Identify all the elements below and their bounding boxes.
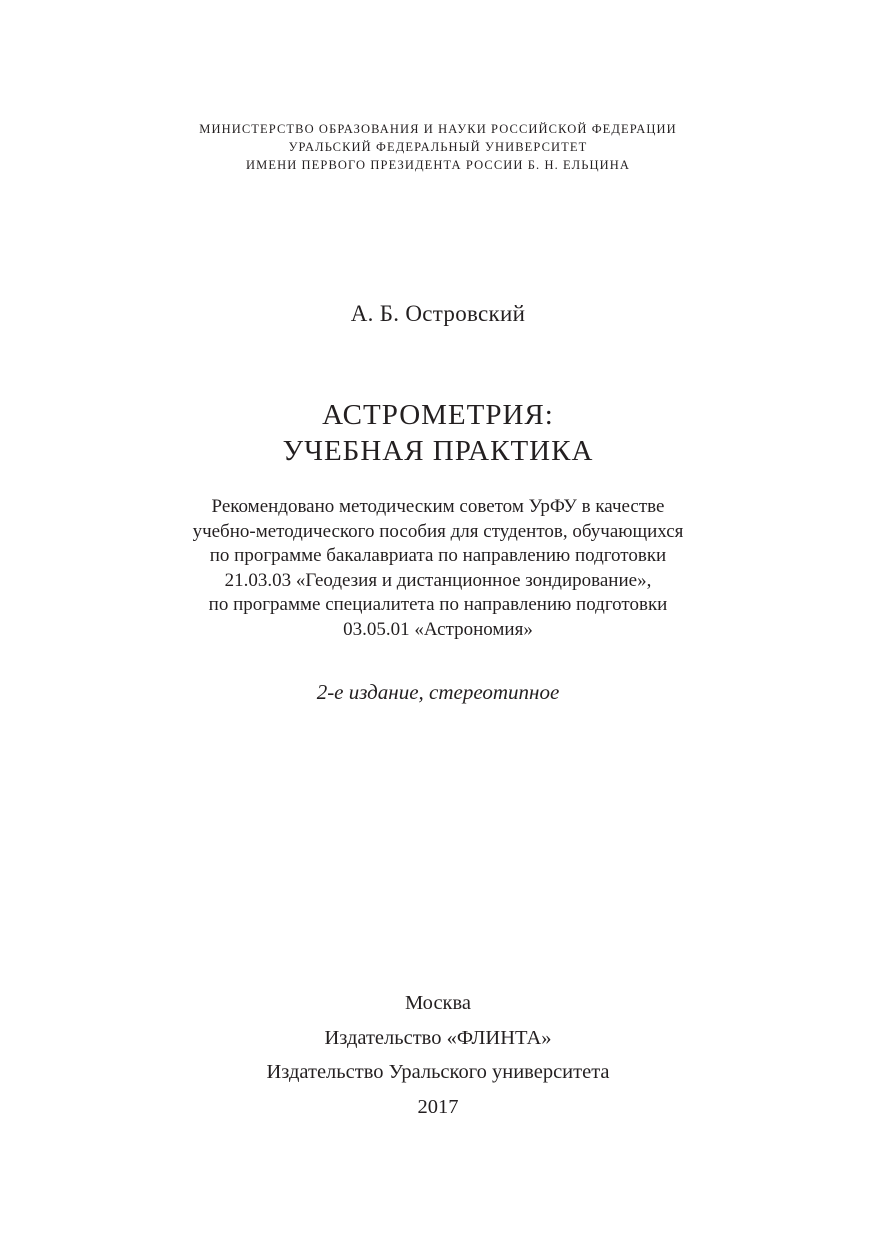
imprint-publisher: Издательство Уральского университета <box>266 1061 610 1083</box>
recommendation-line: Рекомендовано методическим советом УрФУ в качестве <box>211 496 665 517</box>
recommendation-text <box>0 495 876 643</box>
imprint-publisher: Издательство «ФЛИНТА» <box>324 1026 552 1049</box>
book-title-line: УЧЕБНАЯ ПРАКТИКА <box>282 435 594 467</box>
institution-line: ИМЕНИ ПЕРВОГО ПРЕЗИДЕНТА РОССИИ Б. Н. ЕЛЬЦИНА <box>246 158 630 172</box>
book-title <box>0 397 876 469</box>
imprint <box>0 986 876 1124</box>
author-name: А. Б. Островский <box>350 301 526 326</box>
book-title-line: АСТРОМЕТРИЯ: <box>322 399 554 431</box>
imprint-year: 2017 <box>417 1095 459 1118</box>
institution-header <box>0 120 876 174</box>
recommendation-line: по программе специалитета по направлению подготовки <box>208 594 668 616</box>
imprint-city: Москва <box>404 992 472 1014</box>
institution-line: УРАЛЬСКИЙ ФЕДЕРАЛЬНЫЙ УНИВЕРСИТЕТ <box>288 140 588 154</box>
institution-line: МИНИСТЕРСТВО ОБРАЗОВАНИЯ И НАУКИ РОССИЙСКОЙ ФЕДЕРАЦИИ <box>199 122 677 136</box>
edition-note: 2-е издание, стереотипное <box>316 680 560 704</box>
recommendation-line: по программе бакалавриата по направлению подготовки <box>209 545 667 567</box>
recommendation-line: 21.03.03 «Геодезия и дистанционное зондирование», <box>224 569 652 591</box>
recommendation-line: 03.05.01 «Астрономия» <box>343 618 533 640</box>
recommendation-line: учебно-методического пособия для студентов, обучающихся <box>192 520 684 542</box>
